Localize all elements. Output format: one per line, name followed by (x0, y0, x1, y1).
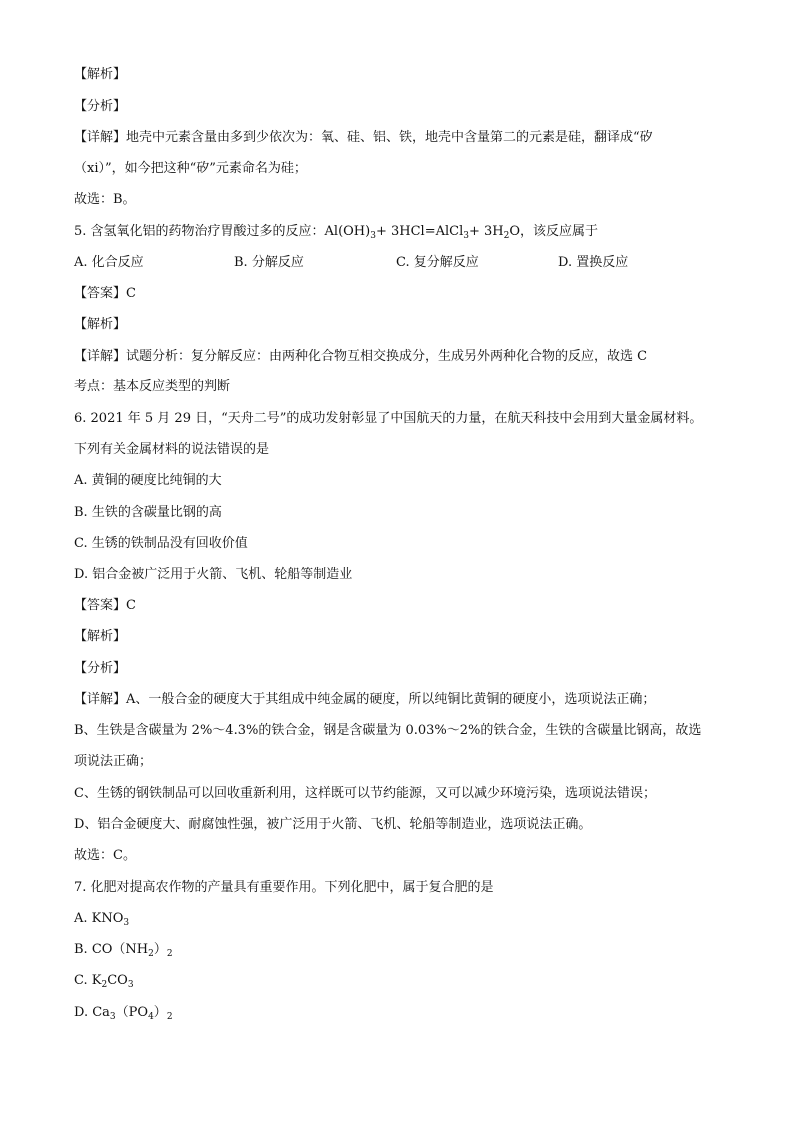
explanation-text: 【详解】地壳中元素含量由多到少依次为：氧、硅、铝、铁，地壳中含量第二的元素是硅，翻译成“矽 (74, 130, 653, 145)
question-7: 7. 化肥对提高农作物的产量具有重要作用。下列化肥中，属于复合肥的是 (74, 880, 494, 895)
analysis-subheading: 【分析】 (74, 99, 127, 114)
option-a: A. 化合反应 (74, 255, 144, 270)
explanation-text: 项说法正确； (74, 754, 153, 769)
option-c: C. $K_2CO_3$ (74, 973, 134, 990)
option-c: C. 生锈的铁制品没有回收价值 (74, 536, 248, 551)
explanation-text: （xi）”，如今把这种“矽”元素命名为硅； (74, 161, 307, 176)
analysis-heading: 【解析】 (74, 67, 127, 82)
analysis-heading: 【解析】 (74, 629, 127, 644)
question-5: 5. 含氢氧化铝的药物治疗胃酸过多的反应：$Al(OH)_3+$ 3HCl=AlCl$_3$+ $3H_2O$，该反应属于 (74, 224, 599, 241)
option-d: D. 铝合金被广泛用于火箭、飞机、轮船等制造业 (74, 567, 353, 582)
answer-heading: 【答案】C (74, 286, 136, 301)
explanation-text: B、生铁是含碳量为 2%～4.3%的铁合金，钢是含碳量为 0.03%～2%的铁合金，生铁的含碳量比钢高，故选 (74, 723, 702, 738)
explanation-text: 【详解】试题分析：复分解反应：由两种化合物互相交换成分，生成另外两种化合物的反应，故选 C (74, 349, 648, 364)
analysis-heading: 【解析】 (74, 317, 127, 332)
answer-choice: 故选：C。 (74, 848, 136, 863)
option-a: A. $KNO_3$ (74, 911, 130, 928)
answer-choice: 故选：B。 (74, 192, 136, 207)
option-a: A. 黄铜的硬度比纯铜的大 (74, 473, 222, 488)
explanation-text: 【详解】A、一般合金的硬度大于其组成中纯金属的硬度，所以纯铜比黄铜的硬度小，选项说法正确； (74, 692, 656, 707)
answer-heading: 【答案】C (74, 598, 136, 613)
option-b: B. 生铁的含碳量比钢的高 (74, 505, 222, 520)
option-d: D. $Ca_3(PO_4)_2$ (74, 1005, 173, 1022)
question-6-continued: 下列有关金属材料的说法错误的是 (74, 442, 270, 457)
question-6: 6. 2021 年 5 月 29 日，“天舟二号”的成功发射彰显了中国航天的力量，在航天科技中会用到大量金属材料。 (74, 411, 703, 426)
option-b: B. 分解反应 (234, 255, 304, 270)
explanation-text: D、铝合金硬度大、耐腐蚀性强，被广泛用于火箭、飞机、轮船等制造业，选项说法正确。 (74, 817, 592, 832)
option-c: C. 复分解反应 (396, 255, 479, 270)
analysis-subheading: 【分析】 (74, 661, 127, 676)
knowledge-point: 考点：基本反应类型的判断 (74, 379, 231, 394)
option-d: D. 置换反应 (558, 255, 629, 270)
explanation-text: C、生锈的钢铁制品可以回收重新利用，这样既可以节约能源，又可以减少环境污染，选项说法错误； (74, 786, 656, 801)
option-b: B. $CO(NH_2)_2$ (74, 942, 173, 959)
